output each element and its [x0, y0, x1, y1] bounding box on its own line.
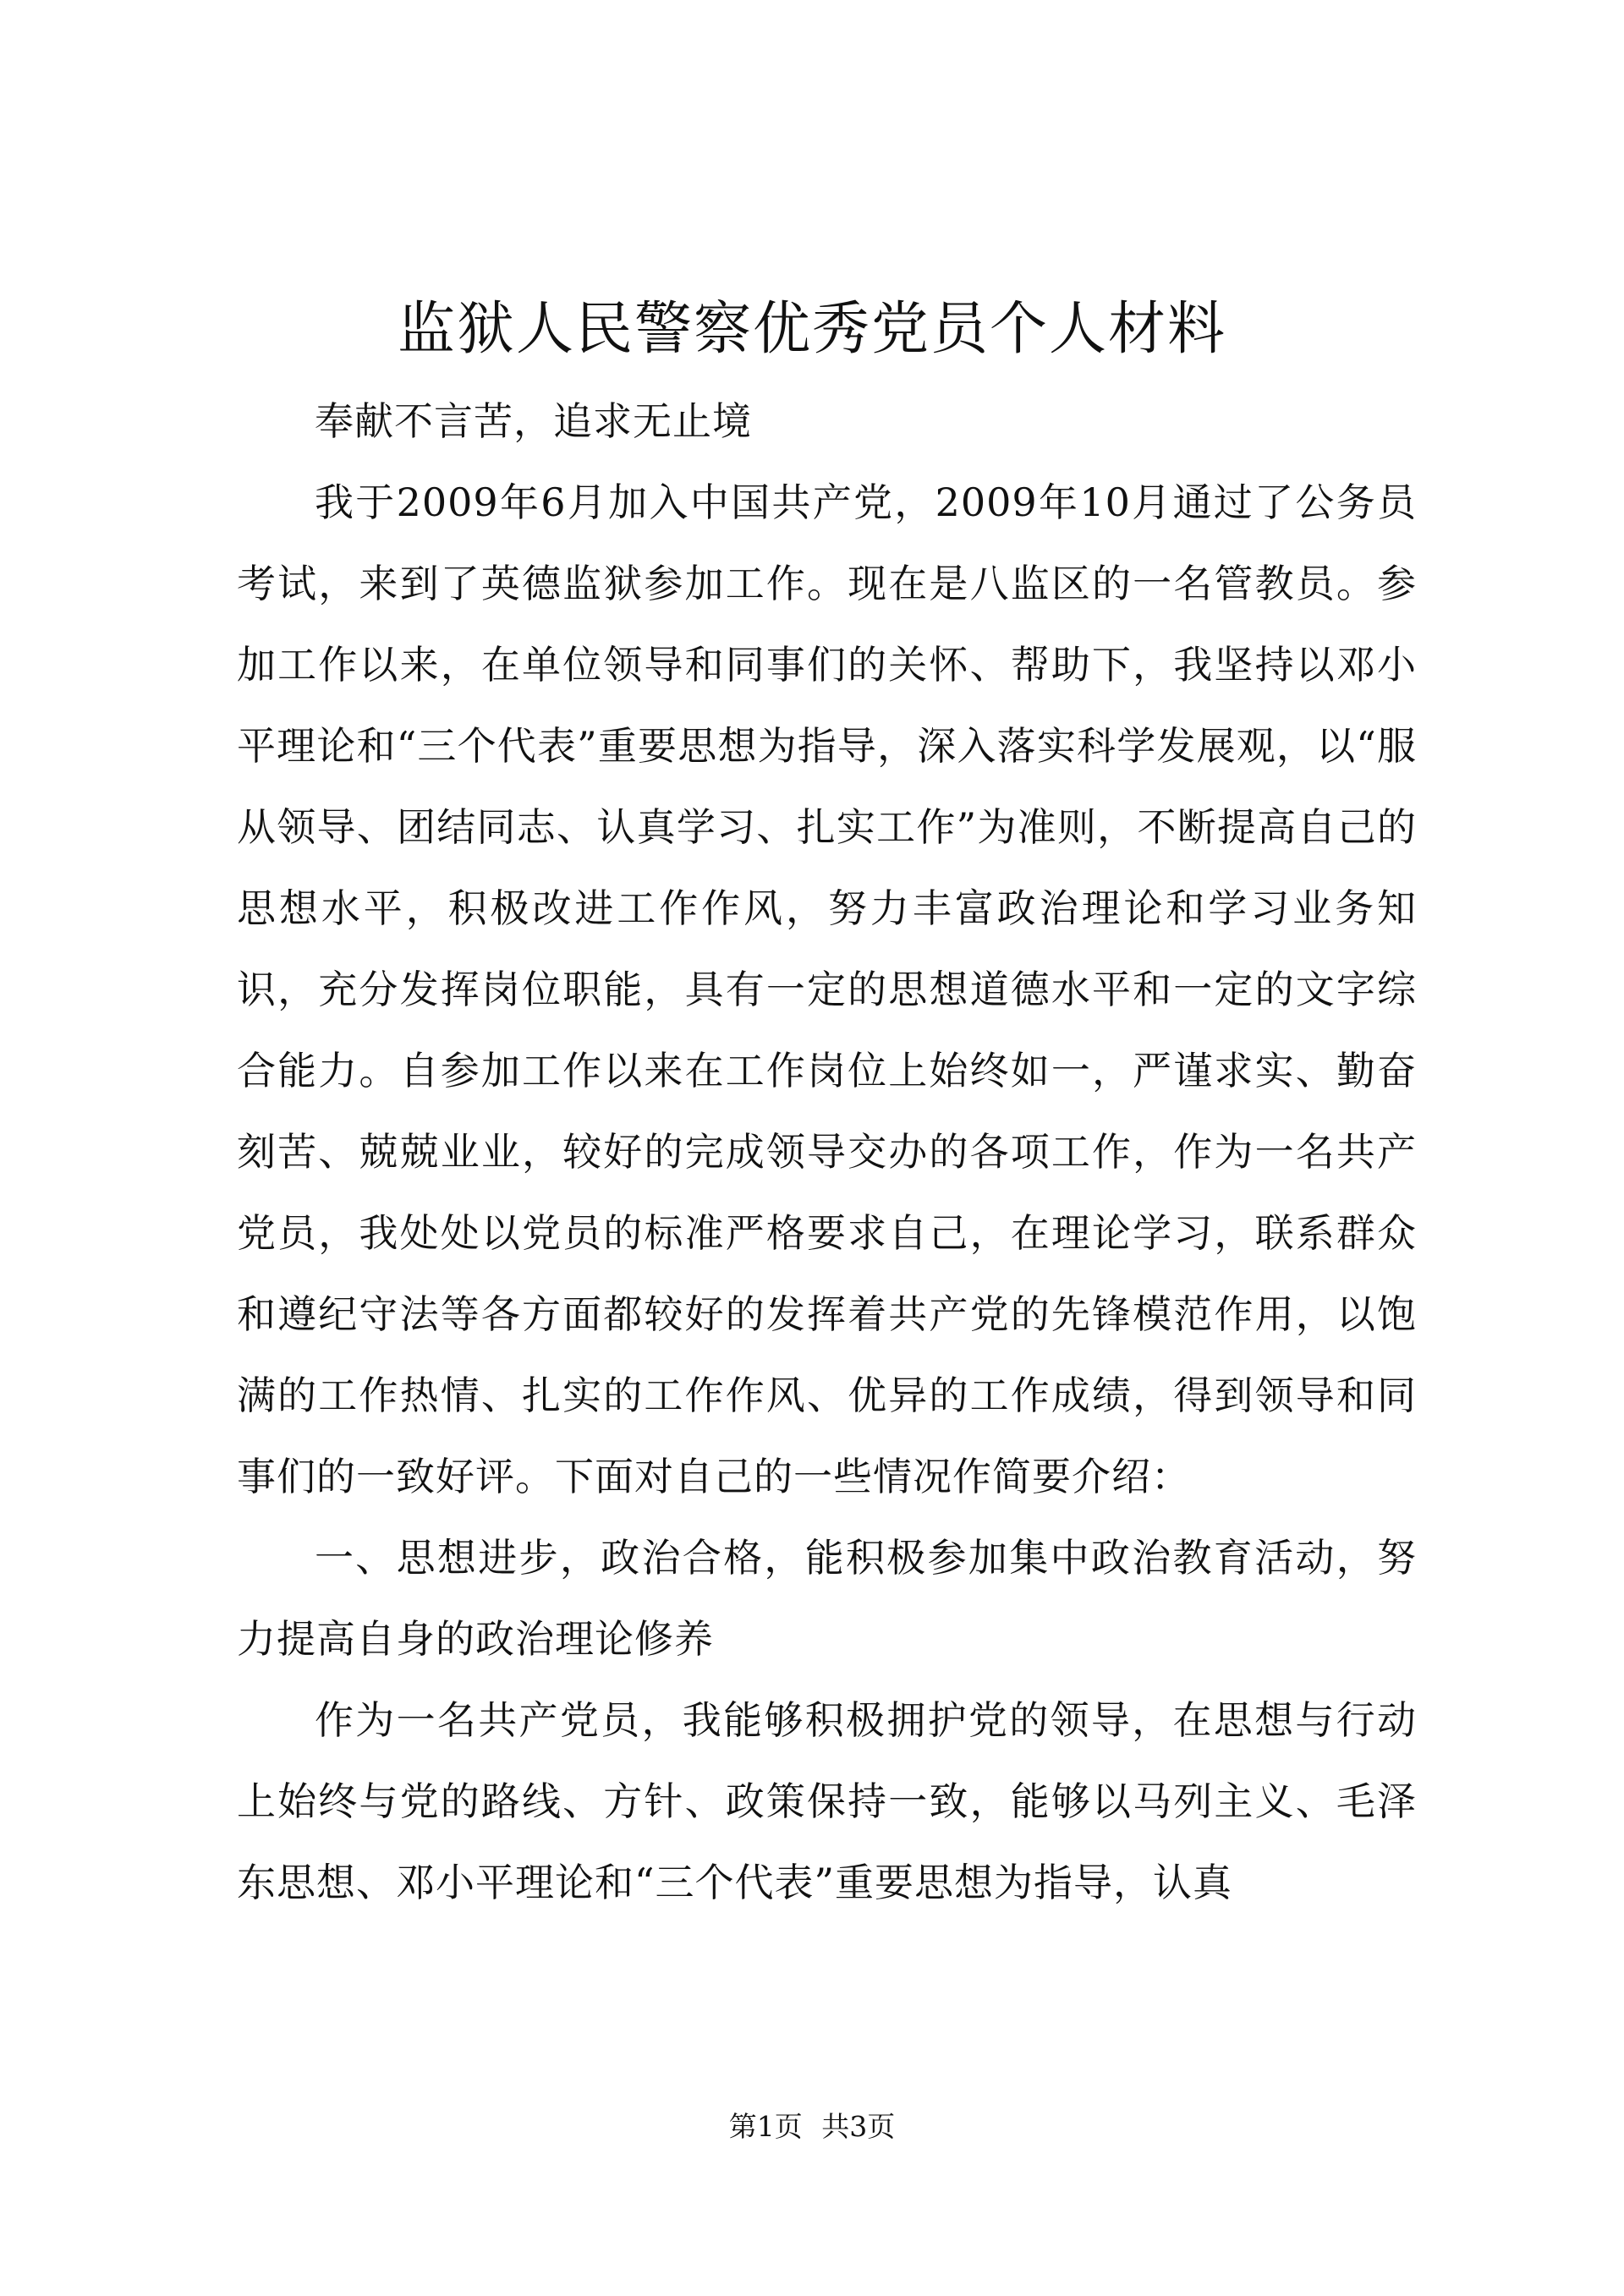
page-footer	[0, 2106, 1624, 2148]
paragraph-intro: 我于2009年6月加入中国共产党，2009年10月通过了公务员考试，来到了英德监狱参加工作。现在是八监区的一名管教员。参加工作以来，在单位领导和同事们的关怀、帮助下，我坚持以邓小平理论和“三个代表”重要思想为指导，深入落实科学发展观，以“服从领导、团结同志、认真学习、扎实工作”为准则，不断提高自己的思想水平，积极改进工作作风，努力丰富政治理论和学习业务知识，充分发挥岗位职能，具有一定的思想道德水平和一定的文字综合能力。自参加工作以来在工作岗位上始终如一，严谨求实、勤奋刻苦、兢兢业业，较好的完成领导交办的各项工作，作为一名共产党员，我处处以党员的标准严格要求自己，在理论学习，联系群众和遵纪守法等各方面都较好的发挥着共产党的先锋模范作用，以饱满的工作热情、扎实的工作作风、优异的工作成绩，得到领导和同事们的一致好评。下面对自己的一些情况作简要介绍：	[237, 479, 1417, 1499]
page-total: 共3页	[821, 2110, 896, 2143]
document-body	[237, 381, 1417, 1923]
page-number: 第1页	[728, 2110, 803, 2143]
paragraph-section-body: 作为一名共产党员，我能够积极拥护党的领导，在思想与行动上始终与党的路线、方针、政策保持一致，能够以马列主义、毛泽东思想、邓小平理论和“三个代表”重要思想为指导，认真	[237, 1697, 1417, 1905]
document-title: 监狱人民警察优秀党员个人材料	[397, 296, 1226, 363]
paragraph-subtitle: 奉献不言苦，追求无止境	[315, 398, 752, 444]
paragraph-section-heading: 一、思想进步，政治合格，能积极参加集中政治教育活动，努力提高自身的政治理论修养	[237, 1535, 1417, 1662]
